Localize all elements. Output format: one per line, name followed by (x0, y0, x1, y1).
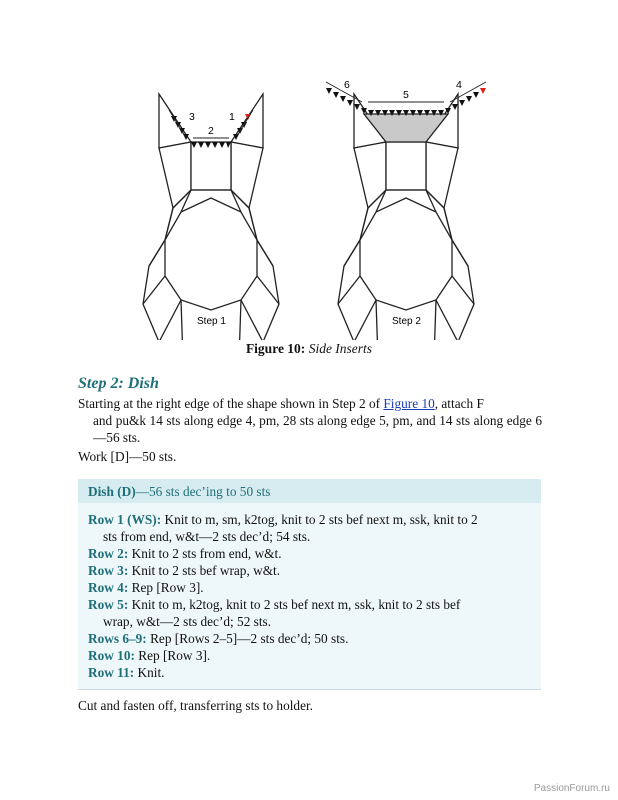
step1-diagram (143, 94, 279, 340)
figure-caption (0, 341, 618, 357)
instruction-row (88, 664, 533, 681)
figure-side-inserts (0, 0, 618, 340)
box-header (78, 479, 541, 503)
row-label: Row 1 (WS): (88, 512, 162, 527)
step2-diagram (326, 79, 486, 340)
row-label: Row 2: (88, 546, 129, 561)
row-label: Rows 6–9: (88, 631, 147, 646)
closing-instruction: Cut and fasten off, transferring sts to holder. (78, 698, 313, 713)
row-label: Row 10: (88, 648, 135, 663)
row-text: Knit to m, sm, k2tog, knit to 2 sts bef next m, ssk, knit to 2 (164, 512, 478, 527)
step2-label: Step 2 (392, 316, 421, 327)
instruction-row (88, 630, 533, 647)
row-label: Row 3: (88, 563, 129, 578)
step1-label: Step 1 (197, 316, 226, 327)
step2-edge-4: 4 (456, 79, 462, 91)
intro-text-c: and pu&k 14 sts along edge 4, pm, 28 sts along edge 5, pm, and 14 sts along edge 6—56 sts. (93, 413, 542, 445)
row-text: Rep [Rows 2–5]—2 sts dec’d; 50 sts. (150, 631, 349, 646)
intro-text-b: , attach F (434, 396, 484, 411)
section-heading: Step 2: Dish (78, 375, 159, 392)
box-title-rest: —56 sts dec’ing to 50 sts (135, 484, 271, 499)
step1-edge-1: 1 (229, 111, 235, 123)
row-continuation: sts from end, w&t—2 sts dec’d; 54 sts. (103, 529, 311, 544)
intro-paragraph (78, 395, 542, 446)
row-label: Row 4: (88, 580, 129, 595)
box-rows (78, 503, 541, 681)
caption-label: Figure 10: (245, 341, 306, 356)
instruction-row (88, 647, 533, 664)
instruction-row (88, 562, 533, 579)
row-label: Row 11: (88, 665, 135, 680)
row-text: Knit to 2 sts bef wrap, w&t. (131, 563, 281, 578)
instruction-row (88, 579, 533, 596)
intro-text-a: Starting at the right edge of the shape shown in Step 2 of (78, 396, 381, 411)
step2-edge-5: 5 (403, 89, 409, 101)
step1-edge-3: 3 (189, 111, 195, 123)
row-label: Row 5: (88, 597, 129, 612)
instruction-row (88, 596, 533, 630)
row-continuation: wrap, w&t—2 sts dec’d; 52 sts. (103, 614, 272, 629)
dish-instructions-box (78, 479, 541, 690)
instruction-row (88, 511, 533, 545)
row-text: Rep [Row 3]. (131, 580, 204, 595)
watermark: PassionForum.ru (533, 783, 610, 794)
step2-edge-6: 6 (344, 79, 350, 91)
instruction-row (88, 545, 533, 562)
step1-edge-2: 2 (208, 125, 214, 137)
caption-title: Side Inserts (308, 341, 373, 356)
work-line: Work [D]—50 sts. (78, 449, 177, 464)
row-text: Knit. (137, 665, 165, 680)
box-title-bold: Dish (D) (88, 484, 136, 499)
row-text: Rep [Row 3]. (138, 648, 211, 663)
row-text: Knit to 2 sts from end, w&t. (131, 546, 282, 561)
figure-10-link[interactable]: Figure 10 (383, 396, 435, 411)
row-text: Knit to m, k2tog, knit to 2 sts bef next m, ssk, knit to 2 sts bef (131, 597, 461, 612)
